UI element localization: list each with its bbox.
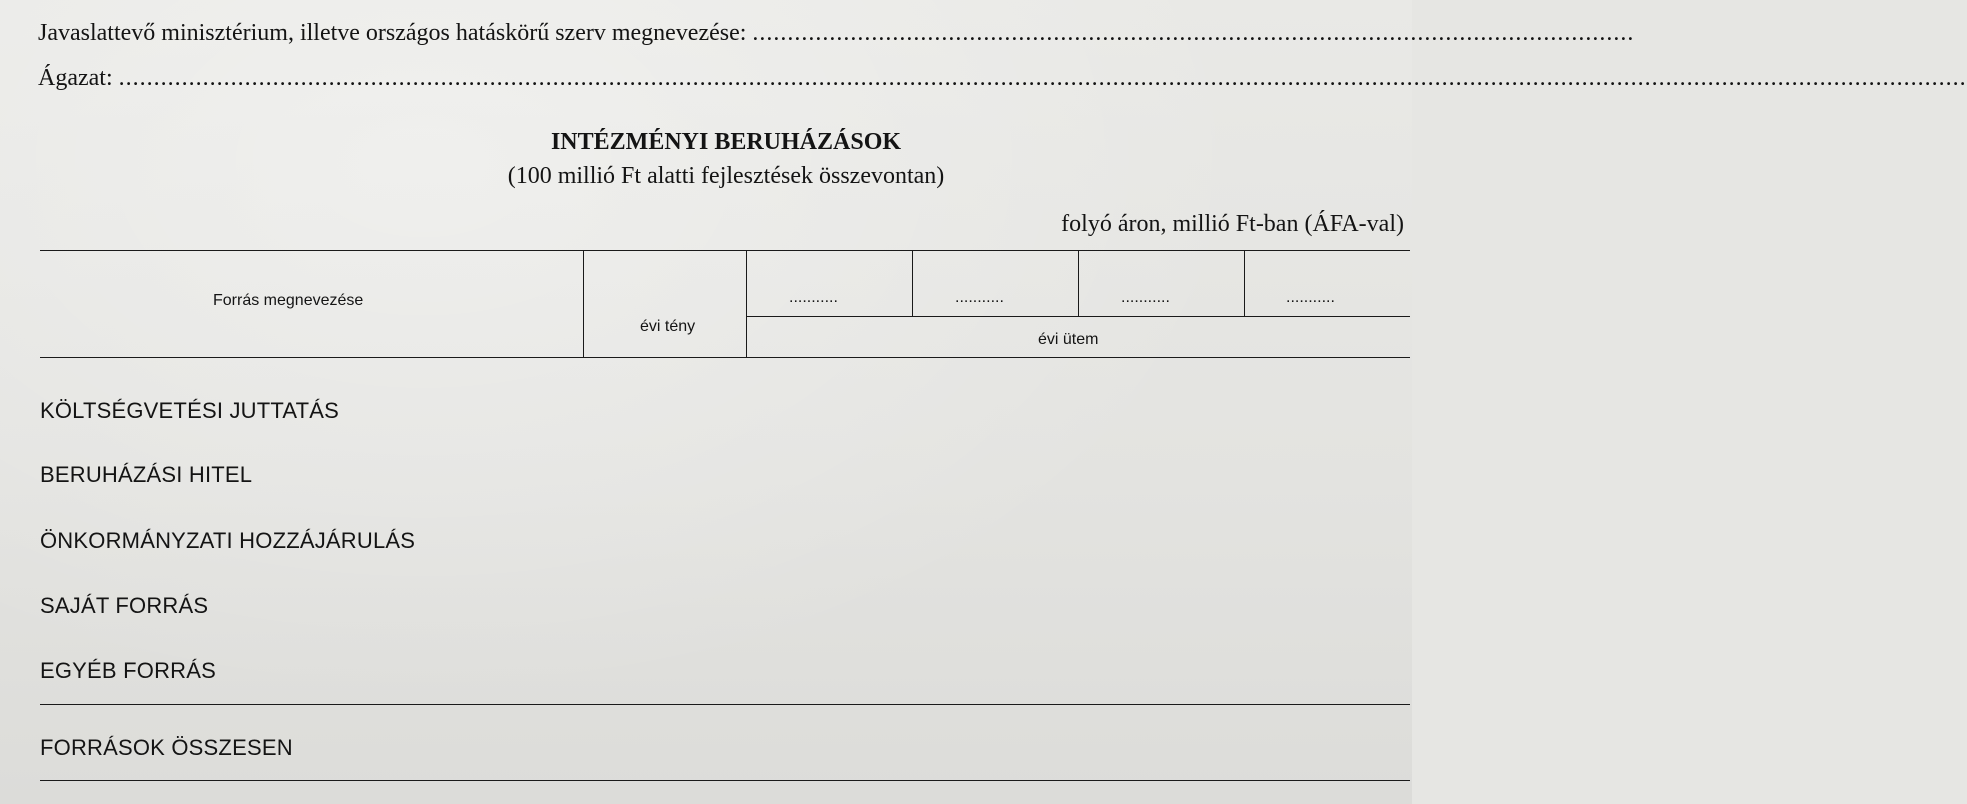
year-placeholder-2[interactable]: ........... bbox=[955, 289, 1004, 306]
row-total-sources: FORRÁSOK ÖSSZESEN bbox=[40, 735, 293, 760]
plan-header: évi ütem bbox=[1038, 331, 1099, 348]
table-top-rule bbox=[40, 250, 1410, 251]
year-placeholder-3[interactable]: ........... bbox=[1121, 289, 1170, 306]
form-title: INTÉZMÉNYI BERUHÁZÁSOK bbox=[550, 129, 902, 155]
ministry-label: Javaslattevő minisztérium, illetve országos hatáskörű szerv megnevezése: bbox=[38, 20, 747, 46]
year-placeholder-4[interactable]: ........... bbox=[1286, 289, 1335, 306]
table-col-divider-5 bbox=[1244, 250, 1245, 316]
row-budget-allocation: KÖLTSÉGVETÉSI JUTTATÁS bbox=[40, 398, 340, 423]
total-top-rule bbox=[40, 704, 1410, 705]
source-header: Forrás megnevezése bbox=[213, 292, 364, 309]
year-placeholder-1[interactable]: ........... bbox=[789, 289, 838, 306]
ministry-input-dots[interactable]: .............................................................................................................................. bbox=[752, 20, 1635, 46]
sector-input-dots[interactable]: ........................................................................................................................................................................................................................................................................ bbox=[118, 65, 1967, 91]
row-other-source: EGYÉB FORRÁS bbox=[40, 658, 216, 683]
row-investment-loan: BERUHÁZÁSI HITEL bbox=[40, 462, 253, 487]
table-col-divider-4 bbox=[1078, 250, 1079, 316]
ministry-field bbox=[38, 20, 1635, 47]
unit-note: folyó áron, millió Ft-ban (ÁFA-val) bbox=[1061, 211, 1404, 237]
total-bottom-rule bbox=[40, 780, 1410, 781]
form-subtitle: (100 millió Ft alatti fejlesztések összevontan) bbox=[507, 163, 945, 189]
table-col-divider-1 bbox=[583, 250, 584, 357]
sector-field bbox=[38, 65, 1967, 92]
row-municipal-contribution: ÖNKORMÁNYZATI HOZZÁJÁRULÁS bbox=[40, 528, 416, 553]
row-own-source: SAJÁT FORRÁS bbox=[40, 593, 209, 618]
table-col-divider-3 bbox=[912, 250, 913, 316]
sector-label: Ágazat: bbox=[38, 65, 113, 91]
actual-header: évi tény bbox=[640, 318, 696, 335]
table-mid-rule bbox=[746, 316, 1410, 317]
table-col-divider-2 bbox=[746, 250, 747, 357]
table-header-bottom-rule bbox=[40, 357, 1410, 358]
